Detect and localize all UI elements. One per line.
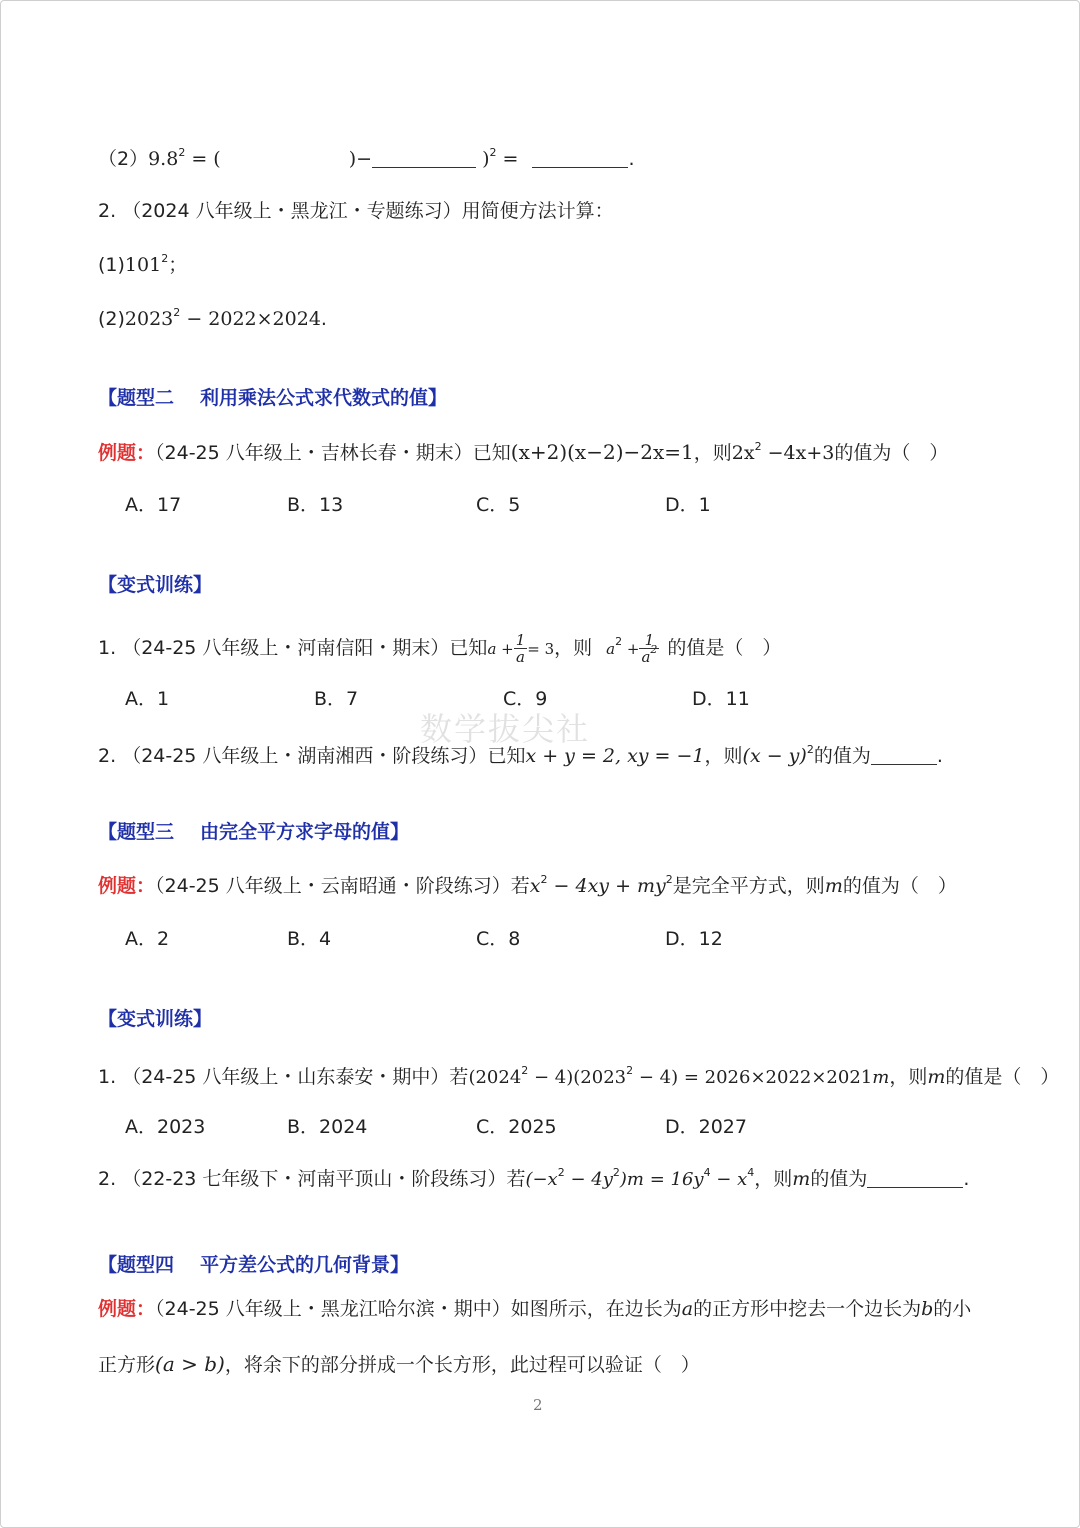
math-expr: − 4y: [564, 1169, 613, 1190]
heading-label: 【题型三: [98, 821, 175, 843]
question-tail: 的值为（ ）: [842, 875, 957, 897]
math-expr: 9.8: [148, 148, 179, 170]
type2-example: [98, 440, 1020, 465]
option-a[interactable]: A．2: [125, 928, 170, 950]
math-expr: a +: [487, 640, 514, 658]
option-d[interactable]: D．11: [692, 688, 750, 710]
section-heading-type-4: [98, 1254, 1020, 1277]
question-tail: 的值为: [813, 745, 871, 767]
option-b[interactable]: B．4: [287, 928, 332, 950]
math-expr: (−x: [525, 1169, 558, 1190]
math-expr: − 2022×2024: [180, 308, 321, 330]
math-expr: a: [606, 640, 616, 658]
period: .: [963, 1168, 970, 1190]
math-text: ，则: [693, 442, 732, 464]
math-expr: (x+2)(x−2)−2x=1: [510, 440, 694, 464]
type2-variant-2: [98, 745, 1020, 768]
exponent: 2: [178, 146, 186, 159]
exponent: 2: [612, 1166, 620, 1179]
math-expr: (2024: [468, 1067, 522, 1088]
exponent: 4: [703, 1166, 711, 1179]
math-text: =: [496, 148, 519, 170]
math-expr: = 3: [527, 640, 555, 658]
question-source: （24-25 八年级上・吉林长春・期末）已知: [155, 442, 511, 464]
question-2-part-1: [98, 254, 1020, 277]
punct: ；: [168, 254, 188, 276]
question-text: 的正方形中挖去一个边长为: [693, 1298, 922, 1320]
exponent: 2: [521, 1064, 529, 1077]
math-text: ): [482, 148, 490, 170]
exponent: 4: [747, 1166, 755, 1179]
question-tail: 的值是（ ）: [667, 637, 782, 659]
fill-blank[interactable]: [532, 149, 628, 168]
section-heading-type-3: [98, 821, 1020, 844]
type3-variant-2: [98, 1168, 1020, 1191]
question-tail: 的值为: [810, 1168, 868, 1190]
question-number: 2.: [98, 1168, 117, 1190]
math-text: = (: [185, 148, 221, 170]
question-text: 的小: [933, 1298, 972, 1320]
option-a[interactable]: A．2023: [125, 1116, 206, 1138]
math-expr: x + y = 2, xy = −1: [525, 745, 705, 767]
math-expr: − x: [710, 1169, 748, 1190]
question-source: （22-23 七年级下・河南平顶山・阶段练习）若: [122, 1168, 526, 1190]
type3-variant-1: [98, 1064, 1060, 1089]
sub-label: （2）: [98, 148, 149, 170]
period: .: [320, 308, 327, 330]
exponent: 2: [615, 635, 623, 648]
sub-label: (1): [98, 254, 125, 276]
question-number: 1.: [98, 1066, 117, 1088]
exponent: 2: [489, 146, 497, 159]
exponent: 2: [161, 252, 169, 265]
math-var: m: [927, 1066, 946, 1088]
type2-variant-1: [98, 618, 1020, 678]
math-var: b: [921, 1298, 934, 1320]
option-a[interactable]: A．17: [125, 494, 182, 516]
page-number: 2: [533, 1396, 543, 1414]
question-source: （24-25 八年级上・山东泰安・期中）若: [122, 1066, 469, 1088]
question-text: 正方形: [98, 1354, 156, 1376]
section-heading-type-2: [98, 387, 1020, 410]
question-tail: 的值是（ ）: [945, 1066, 1060, 1088]
math-var: m: [872, 1067, 890, 1088]
example-label: 例题：: [98, 442, 156, 464]
exponent: 2: [754, 440, 762, 453]
option-d[interactable]: D．1: [665, 494, 711, 516]
question-source: （2024 八年级上・黑龙江・专题练习）用简便方法计算：: [122, 200, 614, 222]
exponent: 2: [557, 1166, 565, 1179]
question-source: （24-25 八年级上・河南信阳・期末）已知: [122, 637, 488, 659]
fill-blank[interactable]: [871, 746, 937, 765]
math-expr: − 4xy + my: [547, 875, 666, 897]
period: .: [936, 745, 943, 767]
question-tail: 的值为（ ）: [834, 442, 949, 464]
question-2: [98, 200, 1020, 223]
math-var: a: [681, 1298, 694, 1320]
math-expr: 2023: [124, 308, 174, 330]
question-2-part-2: [98, 308, 1020, 331]
heading-title: 由完全平方求字母的值】: [200, 821, 410, 843]
heading-title: 利用乘法公式求代数式的值】: [200, 387, 448, 409]
exponent: 2: [173, 306, 181, 319]
question-source: （24-25 八年级上・云南昭通・阶段练习）若: [155, 875, 530, 897]
variant-heading-2: 【变式训练】: [98, 1008, 213, 1030]
variant-heading-1: 【变式训练】: [98, 574, 213, 596]
type4-example-line-1: [98, 1298, 1020, 1321]
prev-question-line: [98, 148, 1020, 171]
option-c[interactable]: C．5: [476, 494, 521, 516]
math-expr: (x − y): [742, 745, 807, 767]
option-b[interactable]: B．2024: [287, 1116, 368, 1138]
exponent: 2: [665, 873, 673, 886]
fraction: $\frac{1}{a}$: [515, 630, 526, 666]
math-text: ，则: [754, 1168, 793, 1190]
option-c[interactable]: C．2025: [476, 1116, 557, 1138]
fraction: $\frac{1}{a^2}$: [641, 630, 658, 666]
math-text: ，则: [704, 745, 743, 767]
math-expr: 2x: [731, 442, 755, 464]
question-number: 2.: [98, 200, 117, 222]
math-var: m: [792, 1168, 811, 1190]
type3-example: [98, 875, 1020, 898]
question-source: （24-25 八年级上・湖南湘西・阶段练习）已知: [122, 745, 526, 767]
example-label: 例题：: [98, 875, 156, 897]
example-label: 例题：: [98, 1298, 156, 1320]
question-text: 是完全平方式，则: [672, 875, 825, 897]
option-d[interactable]: D．12: [665, 928, 723, 950]
watermark: 数学拔尖社: [420, 710, 591, 748]
math-expr: − 4) = 2026×2022×2021: [633, 1067, 873, 1088]
sub-label: (2): [98, 308, 125, 330]
heading-label: 【题型四: [98, 1254, 175, 1276]
option-c[interactable]: C．8: [476, 928, 521, 950]
exponent: 2: [806, 743, 814, 756]
question-source: （24-25 八年级上・黑龙江哈尔滨・期中）如图所示，在边长为: [155, 1298, 682, 1320]
math-expr: (a > b): [155, 1352, 225, 1376]
math-expr: −4x+3: [761, 442, 835, 464]
option-b[interactable]: B．7: [314, 688, 359, 710]
exponent: 2: [540, 873, 548, 886]
math-text: ，则: [554, 637, 593, 659]
option-b[interactable]: B．13: [287, 494, 344, 516]
math-var: m: [824, 875, 843, 897]
math-expr: x: [529, 875, 541, 897]
period: .: [628, 148, 635, 170]
fill-blank[interactable]: [372, 149, 476, 168]
math-text: ，则: [889, 1066, 928, 1088]
fill-blank[interactable]: [867, 1169, 963, 1188]
type4-example-line-2: [98, 1352, 1020, 1377]
option-a[interactable]: A．1: [125, 688, 170, 710]
question-tail: ，将余下的部分拼成一个长方形，此过程可以验证（ ）: [224, 1354, 700, 1376]
math-expr: 101: [124, 254, 162, 276]
math-text: )−: [348, 148, 373, 170]
option-c[interactable]: C．9: [503, 688, 548, 710]
heading-label: 【题型二: [98, 387, 175, 409]
option-d[interactable]: D．2027: [665, 1116, 747, 1138]
math-expr: )m = 16y: [619, 1169, 704, 1190]
math-expr: +: [622, 640, 640, 658]
question-number: 2.: [98, 745, 117, 767]
math-expr: − 4)(2023: [528, 1067, 627, 1088]
exponent: 2: [626, 1064, 634, 1077]
heading-title: 平方差公式的几何背景】: [200, 1254, 410, 1276]
question-number: 1.: [98, 637, 117, 659]
